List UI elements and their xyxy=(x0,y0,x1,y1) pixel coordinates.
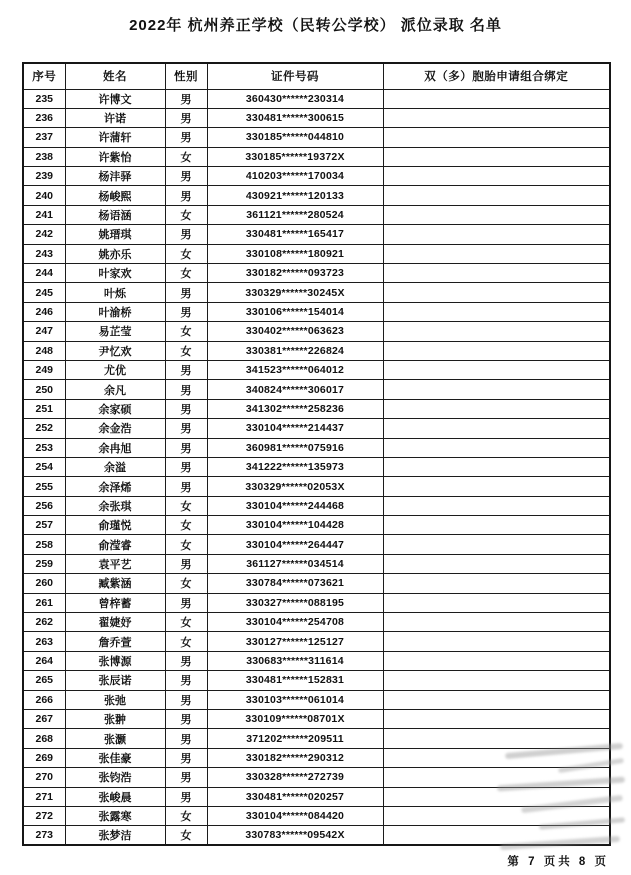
table-row xyxy=(23,264,610,283)
id-number: 330185******19372X xyxy=(207,147,383,166)
table-row xyxy=(23,826,610,845)
id-number: 330182******093723 xyxy=(207,264,383,283)
row-number: 259 xyxy=(23,554,65,573)
student-name: 叶渝桥 xyxy=(65,302,165,321)
table-row xyxy=(23,535,610,554)
header-student-name: 姓名 xyxy=(65,63,165,89)
twin-binding xyxy=(383,477,610,496)
id-number: 330185******044810 xyxy=(207,128,383,147)
id-number: 330481******165417 xyxy=(207,225,383,244)
student-name: 许蒲轩 xyxy=(65,128,165,147)
row-number: 270 xyxy=(23,768,65,787)
row-number: 246 xyxy=(23,302,65,321)
row-number: 255 xyxy=(23,477,65,496)
student-name: 杨语涵 xyxy=(65,205,165,224)
row-number: 250 xyxy=(23,380,65,399)
gender: 女 xyxy=(165,574,207,593)
row-number: 268 xyxy=(23,729,65,748)
student-name: 叶烁 xyxy=(65,283,165,302)
table-row xyxy=(23,690,610,709)
id-number: 330329******02053X xyxy=(207,477,383,496)
twin-binding xyxy=(383,613,610,632)
row-number: 257 xyxy=(23,516,65,535)
gender: 男 xyxy=(165,729,207,748)
id-number: 330104******084420 xyxy=(207,806,383,825)
table-row xyxy=(23,225,610,244)
student-name: 余泽烯 xyxy=(65,477,165,496)
gender: 女 xyxy=(165,264,207,283)
twin-binding xyxy=(383,457,610,476)
id-number: 330104******244468 xyxy=(207,496,383,515)
table-row xyxy=(23,768,610,787)
gender: 女 xyxy=(165,613,207,632)
id-number: 330106******154014 xyxy=(207,302,383,321)
admission-roster-table xyxy=(22,62,611,846)
row-number: 272 xyxy=(23,806,65,825)
twin-binding xyxy=(383,360,610,379)
id-number: 330328******272739 xyxy=(207,768,383,787)
table-row xyxy=(23,205,610,224)
gender: 女 xyxy=(165,147,207,166)
header-twin-binding: 双（多）胞胎申请组合绑定 xyxy=(383,63,610,89)
student-name: 余金浩 xyxy=(65,419,165,438)
page-title: 2022年 杭州养正学校（民转公学校） 派位录取 名单 xyxy=(129,17,502,34)
id-number: 330104******254708 xyxy=(207,613,383,632)
twin-binding xyxy=(383,438,610,457)
gender: 男 xyxy=(165,128,207,147)
twin-binding xyxy=(383,380,610,399)
twin-binding xyxy=(383,399,610,418)
table-row xyxy=(23,477,610,496)
twin-binding xyxy=(383,341,610,360)
student-name: 袁平艺 xyxy=(65,554,165,573)
table-row xyxy=(23,748,610,767)
row-number: 256 xyxy=(23,496,65,515)
id-number: 330182******290312 xyxy=(207,748,383,767)
table-row xyxy=(23,360,610,379)
row-number: 237 xyxy=(23,128,65,147)
gender: 男 xyxy=(165,768,207,787)
student-name: 张梦洁 xyxy=(65,826,165,845)
id-number: 360430******230314 xyxy=(207,89,383,108)
id-number: 330104******104428 xyxy=(207,516,383,535)
gender: 男 xyxy=(165,651,207,670)
twin-binding xyxy=(383,593,610,612)
id-number: 330381******226824 xyxy=(207,341,383,360)
student-name: 杨峻熙 xyxy=(65,186,165,205)
id-number: 330327******088195 xyxy=(207,593,383,612)
row-number: 239 xyxy=(23,167,65,186)
twin-binding xyxy=(383,205,610,224)
student-name: 杨沣驿 xyxy=(65,167,165,186)
twin-binding xyxy=(383,283,610,302)
table-row xyxy=(23,651,610,670)
row-number: 266 xyxy=(23,690,65,709)
table-row xyxy=(23,244,610,263)
row-number: 264 xyxy=(23,651,65,670)
row-number: 265 xyxy=(23,671,65,690)
table-row xyxy=(23,671,610,690)
gender: 女 xyxy=(165,205,207,224)
gender: 女 xyxy=(165,496,207,515)
twin-binding xyxy=(383,186,610,205)
table-row xyxy=(23,186,610,205)
student-name: 许紫怡 xyxy=(65,147,165,166)
student-name: 尤优 xyxy=(65,360,165,379)
student-name: 余冉旭 xyxy=(65,438,165,457)
row-number: 254 xyxy=(23,457,65,476)
twin-binding xyxy=(383,89,610,108)
table-body xyxy=(23,89,610,845)
gender: 女 xyxy=(165,516,207,535)
gender: 女 xyxy=(165,632,207,651)
twin-binding xyxy=(383,690,610,709)
table-row xyxy=(23,341,610,360)
id-number: 330481******020257 xyxy=(207,787,383,806)
id-number: 330329******30245X xyxy=(207,283,383,302)
table-row xyxy=(23,554,610,573)
table-row xyxy=(23,613,610,632)
student-name: 余溢 xyxy=(65,457,165,476)
id-number: 330104******214437 xyxy=(207,419,383,438)
table-row xyxy=(23,806,610,825)
row-number: 242 xyxy=(23,225,65,244)
table-row xyxy=(23,419,610,438)
gender: 男 xyxy=(165,167,207,186)
twin-binding xyxy=(383,244,610,263)
student-name: 曾梓蓄 xyxy=(65,593,165,612)
twin-binding xyxy=(383,632,610,651)
id-number: 330103******061014 xyxy=(207,690,383,709)
gender: 男 xyxy=(165,477,207,496)
gender: 男 xyxy=(165,710,207,729)
gender: 男 xyxy=(165,690,207,709)
id-number: 330108******180921 xyxy=(207,244,383,263)
gender: 男 xyxy=(165,302,207,321)
student-name: 张弛 xyxy=(65,690,165,709)
twin-binding xyxy=(383,419,610,438)
gender: 男 xyxy=(165,380,207,399)
student-name: 姚瑨琪 xyxy=(65,225,165,244)
table-row xyxy=(23,632,610,651)
id-number: 341222******135973 xyxy=(207,457,383,476)
student-name: 姚亦乐 xyxy=(65,244,165,263)
id-number: 341523******064012 xyxy=(207,360,383,379)
student-name: 张翀 xyxy=(65,710,165,729)
id-number: 341302******258236 xyxy=(207,399,383,418)
row-number: 252 xyxy=(23,419,65,438)
header-row-number: 序号 xyxy=(23,63,65,89)
student-name: 余凡 xyxy=(65,380,165,399)
gender: 男 xyxy=(165,283,207,302)
table-row xyxy=(23,147,610,166)
row-number: 260 xyxy=(23,574,65,593)
row-number: 258 xyxy=(23,535,65,554)
row-number: 269 xyxy=(23,748,65,767)
student-name: 张露寒 xyxy=(65,806,165,825)
table-row xyxy=(23,710,610,729)
id-number: 430921******120133 xyxy=(207,186,383,205)
id-number: 340824******306017 xyxy=(207,380,383,399)
gender: 女 xyxy=(165,322,207,341)
gender: 女 xyxy=(165,535,207,554)
table-row xyxy=(23,438,610,457)
gender: 男 xyxy=(165,186,207,205)
gender: 女 xyxy=(165,244,207,263)
student-name: 叶家欢 xyxy=(65,264,165,283)
table-row xyxy=(23,283,610,302)
id-number: 330784******073621 xyxy=(207,574,383,593)
student-name: 俞瑾悦 xyxy=(65,516,165,535)
id-number: 330481******300615 xyxy=(207,108,383,127)
id-number: 410203******170034 xyxy=(207,167,383,186)
row-number: 273 xyxy=(23,826,65,845)
gender: 男 xyxy=(165,399,207,418)
table-row xyxy=(23,787,610,806)
gender: 男 xyxy=(165,89,207,108)
table-header-row xyxy=(23,63,610,89)
table-row xyxy=(23,574,610,593)
twin-binding xyxy=(383,516,610,535)
twin-binding xyxy=(383,167,610,186)
twin-binding xyxy=(383,826,610,845)
student-name: 余家硕 xyxy=(65,399,165,418)
student-name: 许诺 xyxy=(65,108,165,127)
row-number: 236 xyxy=(23,108,65,127)
row-number: 248 xyxy=(23,341,65,360)
student-name: 尹忆欢 xyxy=(65,341,165,360)
student-name: 臧紫涵 xyxy=(65,574,165,593)
student-name: 张灏 xyxy=(65,729,165,748)
twin-binding xyxy=(383,710,610,729)
twin-binding xyxy=(383,322,610,341)
table-row xyxy=(23,593,610,612)
id-number: 330109******08701X xyxy=(207,710,383,729)
table-row xyxy=(23,380,610,399)
student-name: 詹乔萱 xyxy=(65,632,165,651)
student-name: 张博源 xyxy=(65,651,165,670)
table-row xyxy=(23,496,610,515)
table-row xyxy=(23,167,610,186)
twin-binding xyxy=(383,225,610,244)
id-number: 330683******311614 xyxy=(207,651,383,670)
row-number: 245 xyxy=(23,283,65,302)
id-number: 330402******063623 xyxy=(207,322,383,341)
gender: 男 xyxy=(165,671,207,690)
student-name: 张佳豪 xyxy=(65,748,165,767)
gender: 女 xyxy=(165,806,207,825)
gender: 男 xyxy=(165,438,207,457)
row-number: 261 xyxy=(23,593,65,612)
twin-binding xyxy=(383,574,610,593)
gender: 男 xyxy=(165,787,207,806)
student-name: 余张琪 xyxy=(65,496,165,515)
gender: 男 xyxy=(165,108,207,127)
row-number: 238 xyxy=(23,147,65,166)
id-number: 330104******264447 xyxy=(207,535,383,554)
gender: 女 xyxy=(165,826,207,845)
twin-binding xyxy=(383,729,610,748)
table-row xyxy=(23,729,610,748)
twin-binding xyxy=(383,748,610,767)
table-row xyxy=(23,516,610,535)
twin-binding xyxy=(383,302,610,321)
table-row xyxy=(23,89,610,108)
id-number: 360981******075916 xyxy=(207,438,383,457)
table-row xyxy=(23,128,610,147)
header-gender: 性别 xyxy=(165,63,207,89)
row-number: 241 xyxy=(23,205,65,224)
id-number: 361127******034514 xyxy=(207,554,383,573)
twin-binding xyxy=(383,554,610,573)
gender: 女 xyxy=(165,341,207,360)
row-number: 235 xyxy=(23,89,65,108)
gender: 男 xyxy=(165,593,207,612)
twin-binding xyxy=(383,651,610,670)
row-number: 262 xyxy=(23,613,65,632)
student-name: 易芷莹 xyxy=(65,322,165,341)
twin-binding xyxy=(383,147,610,166)
header-id-number: 证件号码 xyxy=(207,63,383,89)
row-number: 263 xyxy=(23,632,65,651)
student-name: 俞滢睿 xyxy=(65,535,165,554)
row-number: 267 xyxy=(23,710,65,729)
twin-binding xyxy=(383,806,610,825)
row-number: 240 xyxy=(23,186,65,205)
row-number: 249 xyxy=(23,360,65,379)
table-row xyxy=(23,108,610,127)
id-number: 330481******152831 xyxy=(207,671,383,690)
gender: 男 xyxy=(165,457,207,476)
id-number: 330127******125127 xyxy=(207,632,383,651)
page-number: 第 7 页共 8 页 xyxy=(507,856,609,868)
twin-binding xyxy=(383,264,610,283)
table-row xyxy=(23,399,610,418)
table-header xyxy=(23,63,610,89)
gender: 男 xyxy=(165,554,207,573)
twin-binding xyxy=(383,671,610,690)
twin-binding xyxy=(383,768,610,787)
gender: 男 xyxy=(165,225,207,244)
table-row xyxy=(23,457,610,476)
twin-binding xyxy=(383,128,610,147)
table-row xyxy=(23,322,610,341)
id-number: 371202******209511 xyxy=(207,729,383,748)
row-number: 271 xyxy=(23,787,65,806)
student-name: 张峻晨 xyxy=(65,787,165,806)
student-name: 翟婕妤 xyxy=(65,613,165,632)
table-row xyxy=(23,302,610,321)
twin-binding xyxy=(383,787,610,806)
student-name: 许博文 xyxy=(65,89,165,108)
student-name: 张钧浩 xyxy=(65,768,165,787)
row-number: 244 xyxy=(23,264,65,283)
gender: 男 xyxy=(165,748,207,767)
id-number: 330783******09542X xyxy=(207,826,383,845)
id-number: 361121******280524 xyxy=(207,205,383,224)
student-name: 张辰诺 xyxy=(65,671,165,690)
gender: 男 xyxy=(165,419,207,438)
row-number: 247 xyxy=(23,322,65,341)
row-number: 253 xyxy=(23,438,65,457)
row-number: 243 xyxy=(23,244,65,263)
twin-binding xyxy=(383,496,610,515)
gender: 男 xyxy=(165,360,207,379)
twin-binding xyxy=(383,108,610,127)
row-number: 251 xyxy=(23,399,65,418)
twin-binding xyxy=(383,535,610,554)
